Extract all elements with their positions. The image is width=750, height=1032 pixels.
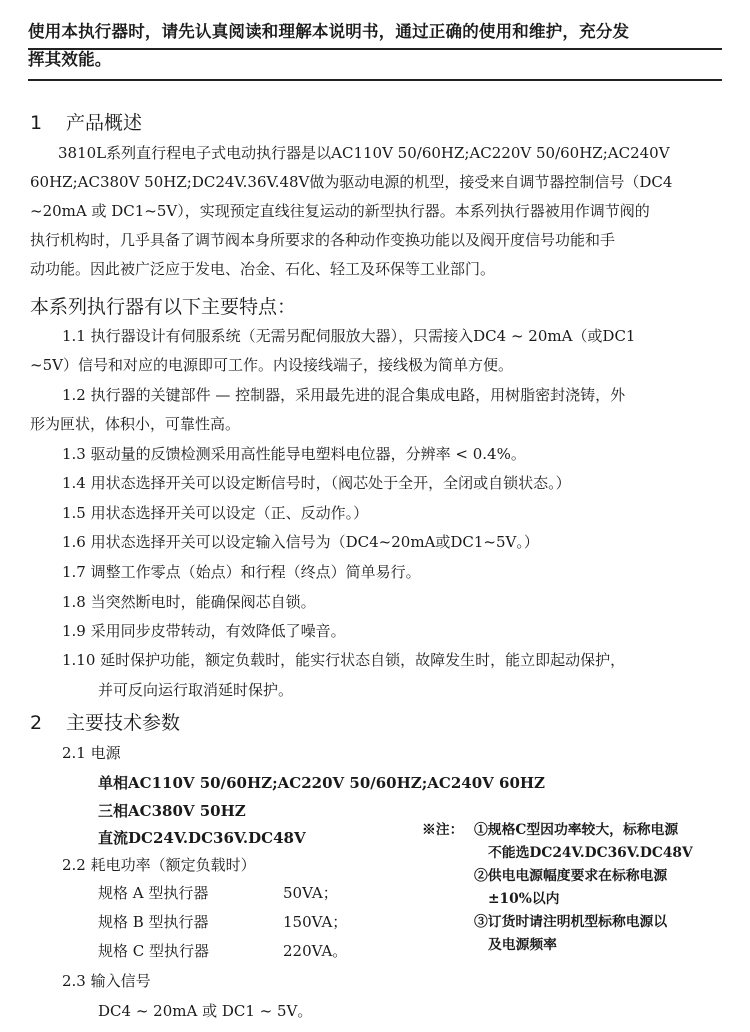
feature-1-7: 1.7 调整工作零点（始点）和行程（终点）简单易行。: [62, 563, 421, 581]
section-1-title: 产品概述: [66, 112, 143, 134]
section-1-number: 1: [30, 112, 43, 134]
intro-line-4: 执行机构时，几乎具备了调节阀本身所要求的各种动作变换功能以及阀开度信号功能和手: [30, 231, 616, 249]
consumption-row-c-value: 220VA。: [283, 942, 348, 960]
feature-1-2-line-1: 1.2 执行器的关键部件 — 控制器，采用最先进的混合集成电路，用树脂密封浇铸，外: [62, 386, 626, 404]
intro-line-2: 60HZ;AC380V 50HZ;DC24V.36V.48V做为驱动电源的机型，接受来自调节器控制信号（DC4: [30, 173, 673, 191]
feature-1-10-line-2: 并可反向运行取消延时保护。: [98, 681, 294, 699]
section-2-title: 主要技术参数: [66, 712, 181, 734]
consumption-row-a-value: 50VA；: [283, 884, 338, 902]
feature-1-1-line-2: ~5V）信号和对应的电源即可工作。内设接线端子，接线极为简单方便。: [30, 356, 513, 374]
feature-1-9: 1.9 采用同步皮带转动，有效降低了噪音。: [62, 622, 346, 640]
notice-line-2: 挥其效能。: [28, 50, 112, 69]
notice-rule-1: [28, 48, 722, 50]
power-single-phase: 单相AC110V 50/60HZ;AC220V 50/60HZ;AC240V 60HZ: [98, 774, 546, 792]
notes-prefix: ※注：: [422, 822, 464, 838]
note-line-2: 不能选DC24V.DC36V.DC48V: [488, 845, 693, 861]
features-heading: 本系列执行器有以下主要特点：: [30, 296, 297, 318]
notice-line-1: 使用本执行器时，请先认真阅读和理解本说明书，通过正确的使用和维护，充分发: [28, 22, 630, 41]
section-1-heading: [30, 108, 142, 135]
consumption-row-b-value: 150VA；: [283, 913, 348, 931]
feature-1-10-line-1: 1.10 延时保护功能，额定负载时，能实行状态自锁，故障发生时，能立即起动保护，: [62, 651, 626, 669]
power-three-phase: 三相AC380V 50HZ: [98, 802, 246, 820]
feature-1-4: 1.4 用状态选择开关可以设定断信号时，（阀芯处于全开，全闭或自锁状态。）: [62, 474, 571, 492]
consumption-row-b-name: 规格 B 型执行器: [98, 913, 209, 931]
notice-rule-2: [28, 79, 722, 81]
note-line-1: ①规格C型因功率较大，标称电源: [474, 822, 679, 838]
feature-1-2-line-2: 形为匣状，体积小，可靠性高。: [30, 415, 241, 433]
feature-1-3: 1.3 驱动量的反馈检测采用高性能导电塑料电位器，分辨率 < 0.4%。: [62, 445, 526, 463]
note-line-3: ②供电电源幅度要求在标称电源: [474, 868, 668, 884]
intro-line-5: 动功能。因此被广泛应于发电、冶金、石化、轻工及环保等工业部门。: [30, 260, 496, 278]
feature-1-1-line-1: 1.1 执行器设计有伺服系统（无需另配伺服放大器），只需接入DC4 ~ 20mA（或DC1: [62, 327, 636, 345]
usage-notice: [28, 18, 722, 74]
feature-1-8: 1.8 当突然断电时，能确保阀芯自锁。: [62, 593, 316, 611]
note-line-4: ±10%以内: [488, 891, 560, 907]
input-label: 2.3 输入信号: [62, 972, 151, 990]
note-line-5: ③订货时请注明机型标称电源以: [474, 914, 668, 930]
intro-line-3: ~20mA 或 DC1~5V），实现预定直线往复运动的新型执行器。本系列执行器被用作调节阀的: [30, 202, 650, 220]
power-label: 2.1 电源: [62, 744, 121, 762]
consumption-row-c-name: 规格 C 型执行器: [98, 942, 210, 960]
note-line-6: 及电源频率: [488, 937, 557, 953]
section-2-number: 2: [30, 712, 43, 734]
intro-line-1: 3810L系列直行程电子式电动执行器是以AC110V 50/60HZ;AC220V 50/60HZ;AC240V: [58, 144, 670, 162]
input-value: DC4 ~ 20mA 或 DC1 ~ 5V。: [98, 1002, 313, 1020]
power-dc: 直流DC24V.DC36V.DC48V: [98, 829, 306, 847]
section-2-heading: [30, 708, 180, 735]
consumption-label: 2.2 耗电功率（额定负载时）: [62, 856, 256, 874]
feature-1-5: 1.5 用状态选择开关可以设定（正、反动作。）: [62, 504, 369, 522]
consumption-row-a-name: 规格 A 型执行器: [98, 884, 209, 902]
feature-1-6: 1.6 用状态选择开关可以设定输入信号为（DC4~20mA或DC1~5V。）: [62, 533, 539, 551]
